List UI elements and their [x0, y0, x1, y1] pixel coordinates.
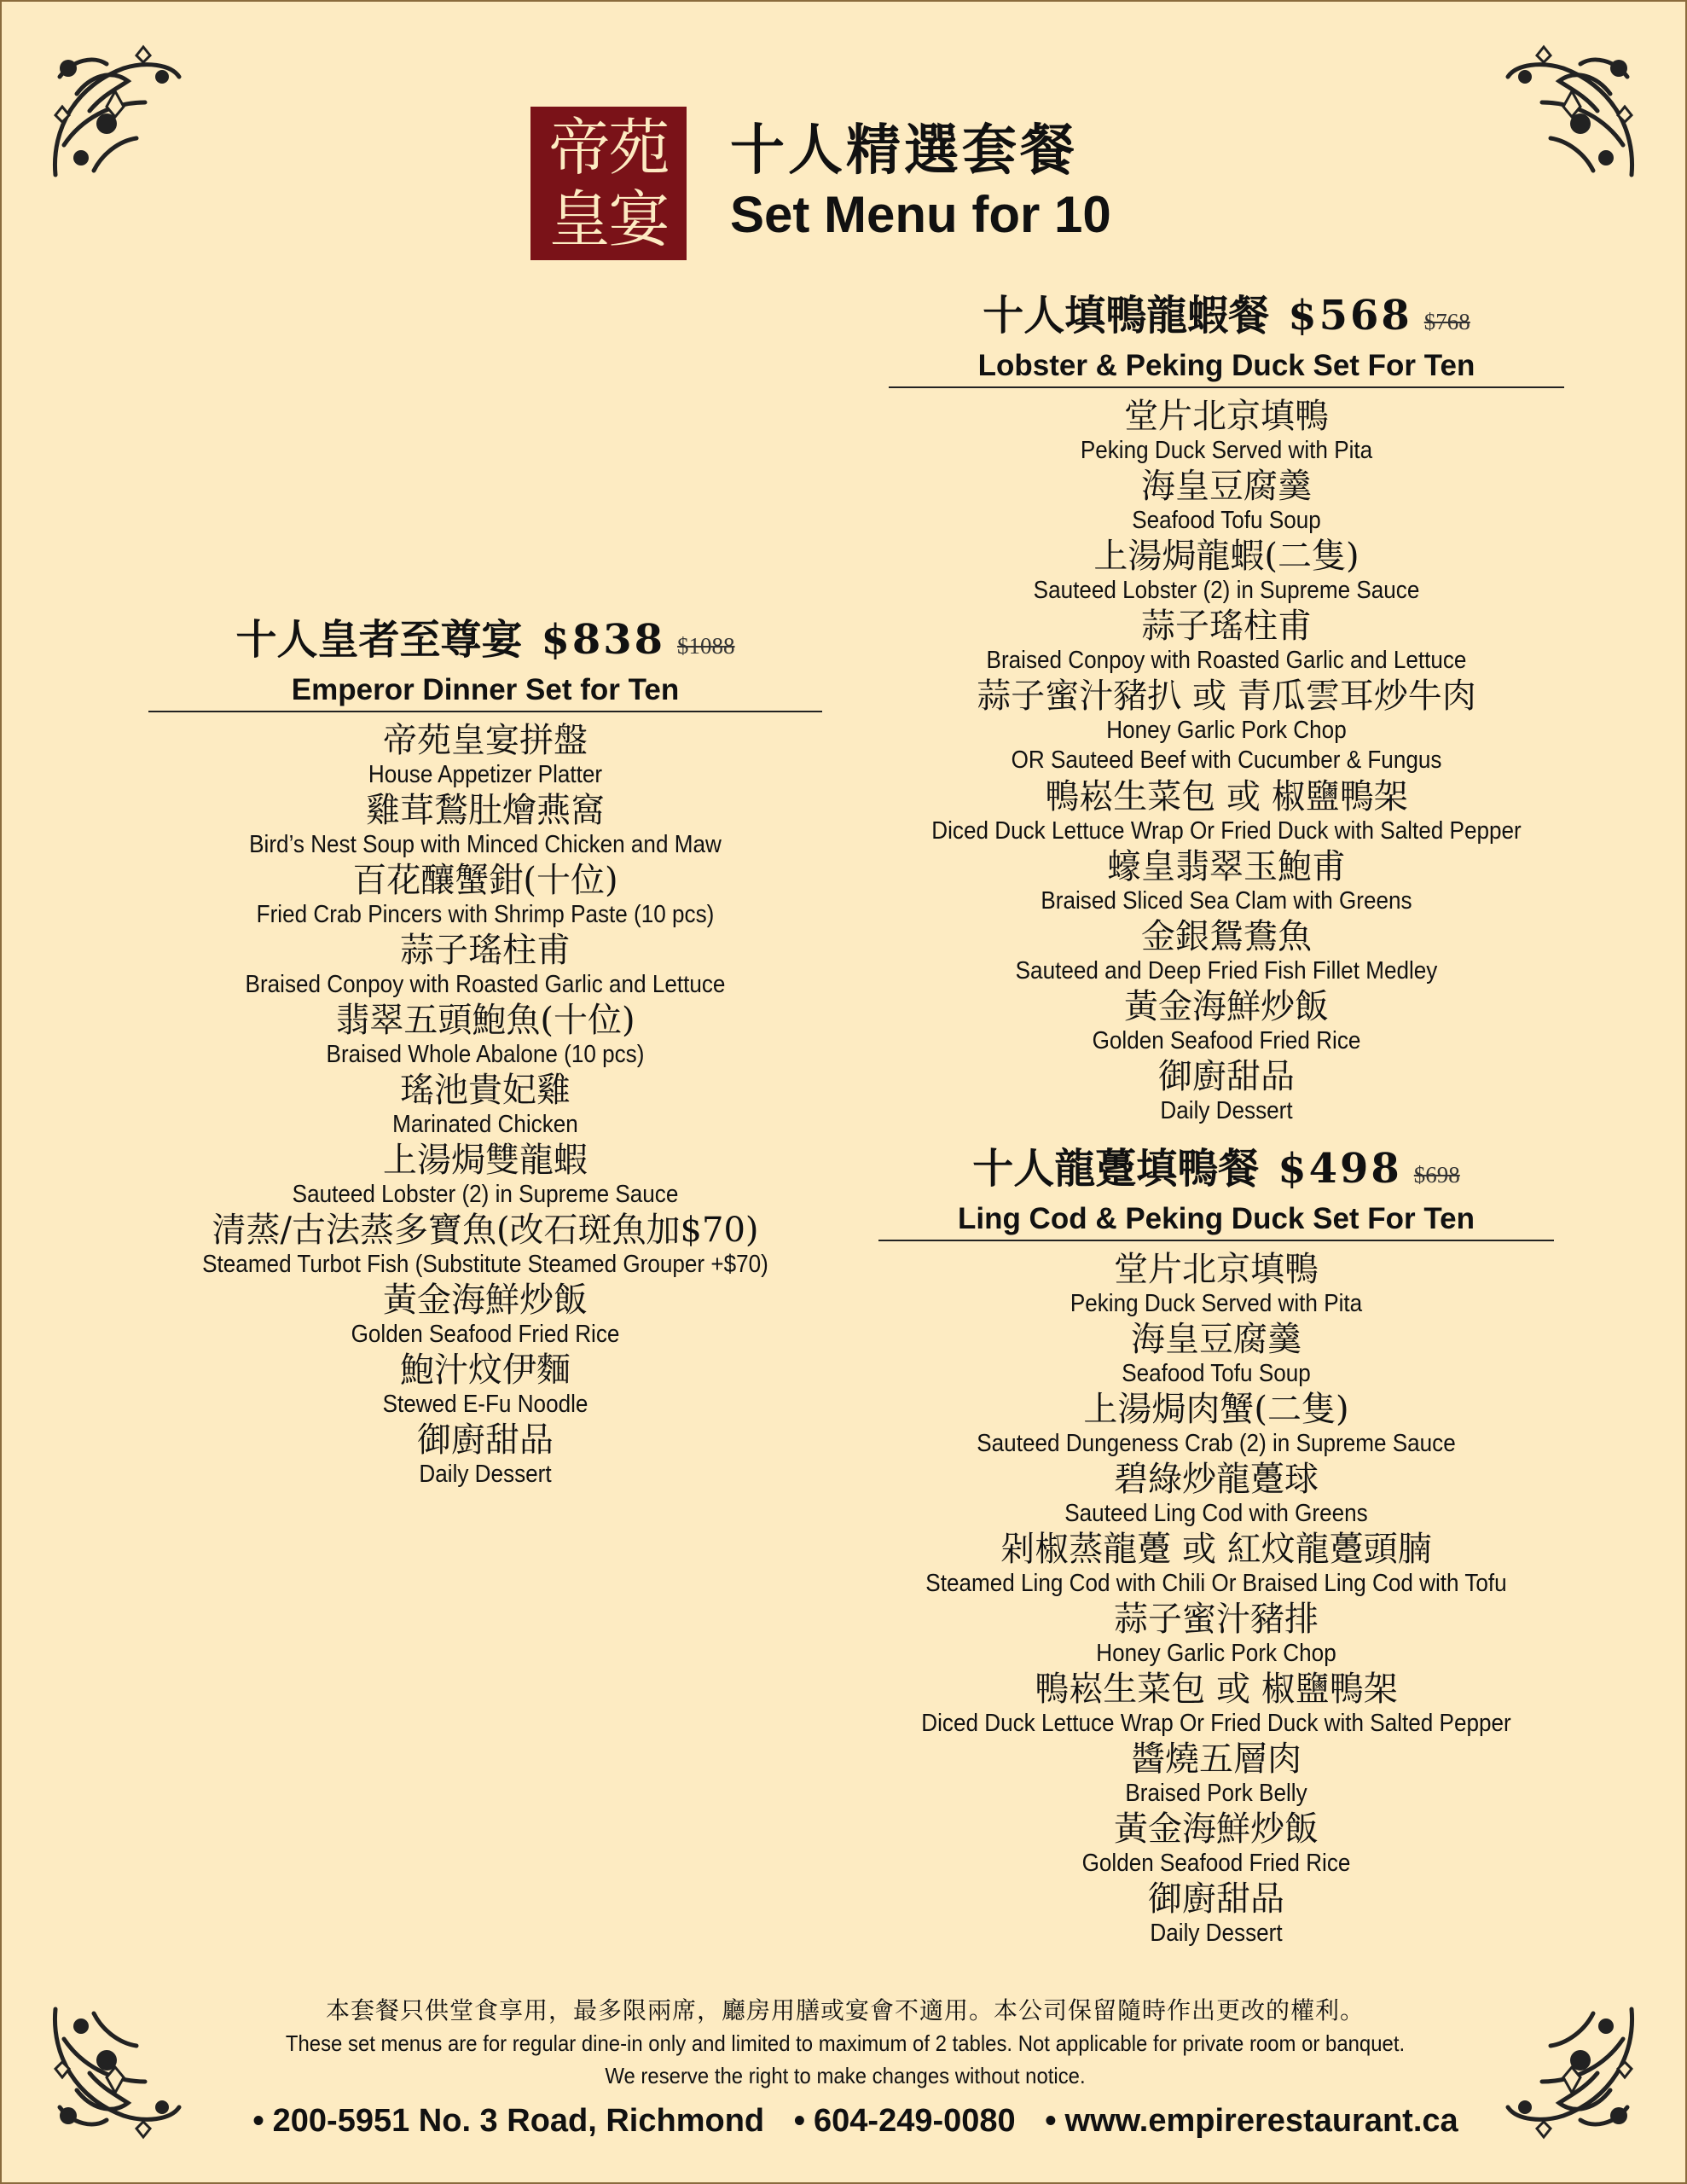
dish-name-zh: 黃金海鮮炒飯: [383, 1281, 588, 1320]
dish-name-zh: 御廚甜品: [417, 1420, 554, 1460]
menu-price: $498: [1278, 1145, 1402, 1193]
dish-item: [889, 847, 1564, 915]
notice-zh: 本套餐只供堂食享用，最多限兩席，廳房用膳或宴會不適用。本公司保留隨時作出更改的權利。: [325, 1996, 1365, 2024]
menu-header: [148, 614, 822, 711]
dish-name-zh: 海皇豆腐羹: [1141, 467, 1312, 506]
dish-name-zh: 剁椒蒸龍躉 或 紅炆龍躉頭腩: [1000, 1530, 1432, 1569]
page-title-zh: 十人精選套餐: [730, 119, 1078, 183]
dish-name-zh: 上湯焗肉蟹(二隻): [1083, 1390, 1349, 1429]
dish-item: [889, 677, 1564, 775]
dish-list: [878, 1250, 1554, 1948]
dish-item: [878, 1740, 1554, 1808]
dish-item: [878, 1390, 1554, 1458]
dish-name-en: Sauteed Lobster (2) in Supreme Sauce: [1033, 577, 1420, 604]
dish-list: [148, 721, 822, 1489]
dish-name-zh: 鮑汁炆伊麵: [400, 1350, 571, 1390]
website-link[interactable]: www.empirerestaurant.ca: [1064, 2103, 1458, 2139]
dish-name-zh: 蒜子蜜汁豬扒 或 青瓜雲耳炒牛肉: [977, 677, 1476, 716]
menu-title-zh: 十人龍躉填鴨餐: [972, 1145, 1260, 1193]
dish-name-en: Stewed E-Fu Noodle: [382, 1391, 588, 1418]
dish-name-en: Peking Duck Served with Pita: [1080, 437, 1373, 464]
dish-name-en: Peking Duck Served with Pita: [1070, 1290, 1363, 1317]
dish-item: [148, 1420, 822, 1489]
dish-name-zh: 清蒸/古法蒸多寶魚(改石斑魚加$70): [212, 1211, 759, 1250]
menu-price: $568: [1288, 292, 1412, 340]
dish-name-en: Seafood Tofu Soup: [1132, 507, 1321, 534]
divider: [889, 386, 1564, 388]
dish-name-en-alt: OR Sauteed Beef with Cucumber & Fungus: [1011, 746, 1442, 774]
page-title-en: Set Menu for 10: [730, 186, 1111, 243]
dish-item: [889, 537, 1564, 605]
menu-title-en: Ling Cod & Peking Duck Set For Ten: [957, 1202, 1475, 1235]
dish-name-en: Braised Conpoy with Roasted Garlic and Lettuce: [986, 647, 1467, 674]
bullet-icon: •: [252, 2103, 264, 2139]
dish-item: [878, 1460, 1554, 1528]
dish-name-en: Bird’s Nest Soup with Minced Chicken and Maw: [249, 831, 722, 858]
dish-name-en: Braised Whole Abalone (10 pcs): [326, 1041, 645, 1068]
emperor-set-menu: [148, 614, 822, 1490]
dish-item: [878, 1250, 1554, 1318]
dish-name-zh: 鴨崧生菜包 或 椒鹽鴨架: [1045, 777, 1408, 816]
dish-item: [878, 1530, 1554, 1598]
dish-item: [148, 721, 822, 789]
bullet-icon: •: [793, 2103, 806, 2139]
dish-name-zh: 堂片北京填鴨: [1124, 397, 1329, 436]
menu-title-line: [889, 290, 1564, 347]
phone[interactable]: 604-249-0080: [814, 2103, 1016, 2139]
menu-title-zh: 十人皇者至尊宴: [235, 616, 523, 664]
dish-name-en: Daily Dessert: [1150, 1920, 1283, 1947]
contact-line: [2, 2095, 1687, 2146]
dish-item: [148, 1141, 822, 1209]
dish-item: [148, 791, 822, 859]
notice-en-line-2: We reserve the right to make changes without notice.: [605, 2063, 1086, 2088]
logo-line-1: 帝苑: [548, 112, 669, 183]
dish-item: [878, 1879, 1554, 1948]
dish-name-zh: 鴨崧生菜包 或 椒鹽鴨架: [1035, 1670, 1398, 1709]
dish-name-zh: 金銀鴛鴦魚: [1141, 917, 1312, 956]
dish-item: [889, 1057, 1564, 1125]
dish-name-zh: 海皇豆腐羹: [1131, 1320, 1301, 1359]
page-title: [730, 117, 1111, 245]
menu-old-price: $768: [1423, 309, 1470, 334]
dish-name-en: Golden Seafood Fried Rice: [1092, 1027, 1361, 1054]
dish-name-zh: 雞茸鶖肚燴燕窩: [366, 791, 605, 830]
menu-header: [889, 290, 1564, 386]
dish-name-en: Golden Seafood Fried Rice: [1081, 1850, 1351, 1877]
dish-name-en: Steamed Turbot Fish (Substitute Steamed Grouper +$70): [202, 1251, 768, 1278]
dish-item: [889, 607, 1564, 675]
dish-name-en: Sauteed and Deep Fried Fish Fillet Medley: [1015, 957, 1438, 985]
dish-name-en: Sauteed Ling Cod with Greens: [1064, 1500, 1368, 1527]
notice-en-line-1: These set menus are for regular dine-in only and limited to maximum of 2 tables. Not applicable for private room or banquet.: [285, 2030, 1406, 2056]
dish-name-en: Steamed Ling Cod with Chili Or Braised Ling Cod with Tofu: [925, 1570, 1507, 1597]
menu-title-en: Emperor Dinner Set for Ten: [291, 673, 680, 706]
restaurant-logo: [530, 107, 687, 260]
dish-name-zh: 瑤池貴妃雞: [400, 1071, 571, 1110]
dish-item: [878, 1600, 1554, 1668]
lingcod-set-menu: [878, 1143, 1554, 1949]
dish-name-en: Honey Garlic Pork Chop: [1096, 1640, 1336, 1667]
dish-name-en: Golden Seafood Fried Rice: [351, 1321, 620, 1348]
menu-old-price: $698: [1413, 1162, 1460, 1188]
menu-title-zh: 十人填鴨龍蝦餐: [983, 292, 1270, 340]
dish-name-zh: 醬燒五層肉: [1131, 1740, 1301, 1779]
dish-name-en: Diced Duck Lettuce Wrap Or Fried Duck with Salted Pepper: [921, 1710, 1511, 1737]
dish-name-zh: 帝苑皇宴拼盤: [383, 721, 588, 760]
dish-name-zh: 黃金海鮮炒飯: [1124, 987, 1329, 1026]
dish-name-en: Daily Dessert: [1160, 1097, 1293, 1124]
footer: [2, 1995, 1687, 2146]
dish-name-en: Braised Pork Belly: [1125, 1780, 1307, 1807]
menu-header: [878, 1143, 1554, 1240]
dish-item: [148, 1350, 822, 1419]
lobster-set-menu: [889, 290, 1564, 1127]
dish-name-en: Marinated Chicken: [392, 1111, 578, 1138]
dish-name-zh: 蒜子蜜汁豬排: [1114, 1600, 1319, 1639]
dish-item: [889, 467, 1564, 535]
menu-title-line: [878, 1143, 1554, 1200]
dish-item: [889, 987, 1564, 1055]
dish-name-zh: 堂片北京填鴨: [1114, 1250, 1319, 1289]
dish-item: [148, 1001, 822, 1069]
dish-item: [889, 397, 1564, 465]
dish-item: [889, 917, 1564, 985]
dish-name-en: Sauteed Dungeness Crab (2) in Supreme Sauce: [977, 1430, 1456, 1457]
dish-item: [148, 1281, 822, 1349]
dish-name-zh: 上湯焗雙龍蝦: [383, 1141, 588, 1180]
dish-item: [878, 1320, 1554, 1388]
dish-item: [148, 861, 822, 929]
floral-ornament-icon: [1499, 43, 1644, 188]
dish-item: [148, 931, 822, 999]
dish-name-zh: 黃金海鮮炒飯: [1114, 1809, 1319, 1849]
menu-price: $838: [541, 616, 666, 664]
divider: [878, 1240, 1554, 1241]
dish-name-zh: 碧綠炒龍躉球: [1114, 1460, 1319, 1499]
dish-name-en: Seafood Tofu Soup: [1122, 1360, 1311, 1387]
dish-name-en: Braised Sliced Sea Clam with Greens: [1041, 887, 1412, 915]
dish-name-zh: 蠔皇翡翠玉鮑甫: [1107, 847, 1346, 886]
dish-list: [889, 397, 1564, 1125]
dish-name-en: House Appetizer Platter: [368, 761, 603, 788]
dish-item: [878, 1670, 1554, 1738]
menu-old-price: $1088: [677, 633, 735, 659]
dish-name-zh: 上湯焗龍蝦(二隻): [1093, 537, 1359, 576]
corner-ornament-top-left: [43, 43, 188, 188]
menu-title-line: [148, 614, 822, 671]
floral-ornament-icon: [43, 43, 188, 188]
dish-name-en: Daily Dessert: [419, 1461, 552, 1488]
dish-name-en: Braised Conpoy with Roasted Garlic and Lettuce: [245, 971, 726, 998]
corner-ornament-top-right: [1499, 43, 1644, 188]
dish-name-zh: 御廚甜品: [1158, 1057, 1295, 1096]
dish-item: [148, 1071, 822, 1139]
dish-name-zh: 御廚甜品: [1148, 1879, 1284, 1919]
dish-name-zh: 蒜子瑤柱甫: [400, 931, 571, 970]
address: 200-5951 No. 3 Road, Richmond: [272, 2103, 765, 2139]
divider: [148, 711, 822, 712]
dish-name-en: Honey Garlic Pork Chop: [1106, 717, 1347, 744]
dish-name-en: Diced Duck Lettuce Wrap Or Fried Duck with Salted Pepper: [931, 817, 1522, 845]
dish-item: [889, 777, 1564, 845]
dish-item: [148, 1211, 822, 1279]
dish-name-en: Fried Crab Pincers with Shrimp Paste (10 pcs): [256, 901, 715, 928]
dish-name-en: Sauteed Lobster (2) in Supreme Sauce: [292, 1181, 679, 1208]
dish-name-zh: 百花釀蟹鉗(十位): [352, 861, 618, 900]
menu-title-en: Lobster & Peking Duck Set For Ten: [977, 349, 1475, 382]
bullet-icon: •: [1045, 2103, 1057, 2139]
dish-name-zh: 蒜子瑤柱甫: [1141, 607, 1312, 646]
dish-name-zh: 翡翠五頭鮑魚(十位): [335, 1001, 635, 1040]
dish-item: [878, 1809, 1554, 1878]
logo-line-2: 皇宴: [548, 183, 669, 255]
